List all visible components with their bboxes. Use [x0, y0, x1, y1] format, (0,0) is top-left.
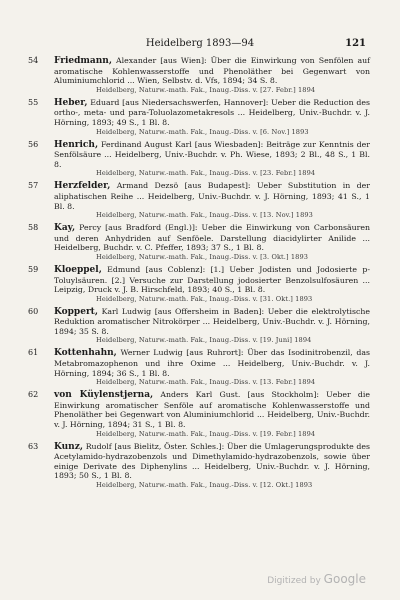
list-item	[28, 348, 370, 387]
author-name: Heber,	[54, 97, 88, 108]
entry-meta: Heidelberg, Naturw.-math. Fak., Inaug.-Diss. v. [23. Febr.] 1894	[96, 169, 316, 178]
page-number: 121	[345, 38, 366, 49]
entry-body	[54, 390, 370, 438]
entry-text: Eduard [aus Niedersachswerfen, Hannover]: Ueber die Reduction des ortho-, meta- und para-Toluolazometakresols ... Heidelberg, Univ.-Buchdr. v. J. Hörning, 1893; 49 S., 1 Bl. 8.	[54, 97, 371, 127]
entry-meta: Heidelberg, Naturw.-math. Fak., Inaug.-Diss. v. [13. Nov.] 1893	[96, 211, 313, 220]
entry-meta: Heidelberg, Naturw.-math. Fak., Inaug.-Diss. v. [6. Nov.] 1893	[96, 127, 309, 136]
list-item	[28, 390, 370, 438]
entry-body	[54, 98, 370, 137]
list-item	[28, 140, 370, 179]
entry-number: 57	[28, 181, 39, 191]
entry-body	[54, 140, 370, 179]
entry-meta: Heidelberg, Naturw.-math. Fak., Inaug.-Diss. v. [19. Febr.] 1894	[96, 429, 316, 438]
author-name: Henrich,	[54, 139, 99, 150]
entry-text: Werner Ludwig [aus Ruhrort]: Über das Isodinitrobenzil, das Metabromazophenon und ihre Oxime ... Heidelberg, Univ.-Buchdr. v. J. Hörning, 1894; 36 S., 1 Bl. 8.	[54, 348, 370, 378]
list-item	[28, 442, 370, 490]
list-item	[28, 181, 370, 220]
entry-meta: Heidelberg, Naturw.-math. Fak., Inaug.-Diss. v. [27. Febr.] 1894	[96, 85, 316, 94]
entry-number: 59	[28, 264, 39, 274]
entry-body	[54, 56, 370, 95]
google-watermark	[267, 572, 366, 586]
entry-text: Alexander [aus Wien]: Über die Einwirkung von Senfölen auf aromatische Kohlenwasserstoffe und Phenoläther bei Gegenwart von Aluminiumchlorid ... Wien, Selbstv. d. Vfs, 1894; 34 S. 8.	[54, 56, 370, 86]
entry-number: 58	[28, 223, 39, 233]
entry-body	[54, 442, 370, 490]
entry-list	[28, 56, 370, 493]
list-item	[28, 307, 370, 346]
entry-text: Rudolf [aus Bielitz, Öster. Schles.]: Über die Umlagerungsprodukte des Acetylamido-hydrazobenzols und Dimethylamido-hydrazobenzols, sowie über einige Derivate des Diphenylins ... Heidelberg, Univ.-Buchdr. v. J. Hörning, 1893; 50 S., 1 Bl. 8.	[54, 441, 371, 481]
entry-number: 61	[28, 348, 39, 358]
entry-meta: Heidelberg, Naturw.-math. Fak., Inaug.-Diss. v. [31. Okt.] 1893	[96, 294, 313, 303]
entry-text: Karl Ludwig [aus Offersheim in Baden]: Ueber die elektrolytische Reduktion aromatischer Nitrokörper ... Heidelberg, Univ.-Buchdr. v. J. Hörning, 1894; 35 S. 8.	[54, 306, 370, 336]
entry-meta: Heidelberg, Naturw.-math. Fak., Inaug.-Diss. v. [12. Okt.] 1893	[96, 481, 313, 489]
author-name: Friedmann,	[54, 56, 112, 66]
author-name: von Küylenstjerna,	[54, 390, 154, 401]
entry-number: 63	[28, 441, 39, 451]
running-title: Heidelberg 1893—94	[145, 38, 255, 49]
list-item	[28, 223, 370, 262]
list-item	[28, 265, 370, 304]
author-name: Herzfelder,	[54, 181, 111, 192]
entry-meta: Heidelberg, Naturw.-math. Fak., Inaug.-Diss. v. [19. Juni] 1894	[96, 336, 312, 345]
entry-text: Percy [aus Bradford (Engl.)]: Ueber die Einwirkung von Carbonsäuren und deren Anhydriden auf Senföele. Darstellung diacidylirter Anilide ... Heidelberg, Buchdr. v. C. Pfeffer, 1893; 37 S., 1 Bl. 8.	[54, 223, 370, 253]
entry-number: 54	[28, 56, 39, 65]
entry-body	[54, 348, 370, 387]
entry-text: Anders Karl Gust. [aus Stockholm]: Ueber die Einwirkung aromatischer Senföle auf aromatische Kohlenwasserstoffe und Phenoläther bei Gegenwart von Aluminiumchlorid ... Heidelberg, Univ.-Buchdr. v. J. Hörning, 1894; 31 S., 1 Bl. 8.	[54, 390, 371, 430]
author-name: Kunz,	[54, 441, 83, 452]
entry-meta: Heidelberg, Naturw.-math. Fak., Inaug.-Diss. v. [13. Febr.] 1894	[96, 378, 316, 387]
author-name: Kay,	[54, 223, 76, 234]
entry-body	[54, 181, 370, 220]
entry-number: 56	[28, 139, 39, 149]
entry-text: Armand Dezsö [aus Budapest]: Ueber Substitution in der aliphatischen Reihe ... Heidelberg, Univ.-Buchdr. v. J. Hörning, 1893; 41 S., 1 Bl. 8.	[54, 181, 370, 211]
entry-body	[54, 265, 370, 304]
entry-meta: Heidelberg, Naturw.-math. Fak., Inaug.-Diss. v. [3. Okt.] 1893	[96, 252, 309, 261]
entry-text: Ferdinand August Karl [aus Wiesbaden]: Beiträge zur Kenntnis der Senfölsäure ... Heidelberg, Univ.-Buchdr. v. Ph. Wiese, 1893; 2 Bl., 48 S., 1 Bl. 8.	[54, 139, 370, 169]
author-name: Kottenhahn,	[54, 348, 117, 359]
list-item	[28, 98, 370, 137]
entry-body	[54, 307, 370, 346]
entry-number: 55	[28, 97, 39, 107]
author-name: Koppert,	[54, 306, 98, 317]
entry-number: 60	[28, 306, 39, 316]
list-item	[28, 56, 370, 95]
entry-body	[54, 223, 370, 262]
author-name: Kloeppel,	[54, 264, 102, 275]
watermark-prefix: Digitized by	[267, 576, 321, 586]
page-header	[0, 37, 400, 51]
entry-text: Edmund [aus Coblenz]: [1.] Ueber Jodisten und Jodosierte p-Toluylsäuren. [2.] Versuche zur Darstellung jodosierter Benzolsulfosäuren ... Leipzig, Druck v. J. B. Hirschfeld, 1893; 40 S., 1 Bl. 8.	[54, 264, 370, 295]
watermark-brand: Google	[323, 572, 366, 586]
entry-number: 62	[28, 390, 39, 400]
